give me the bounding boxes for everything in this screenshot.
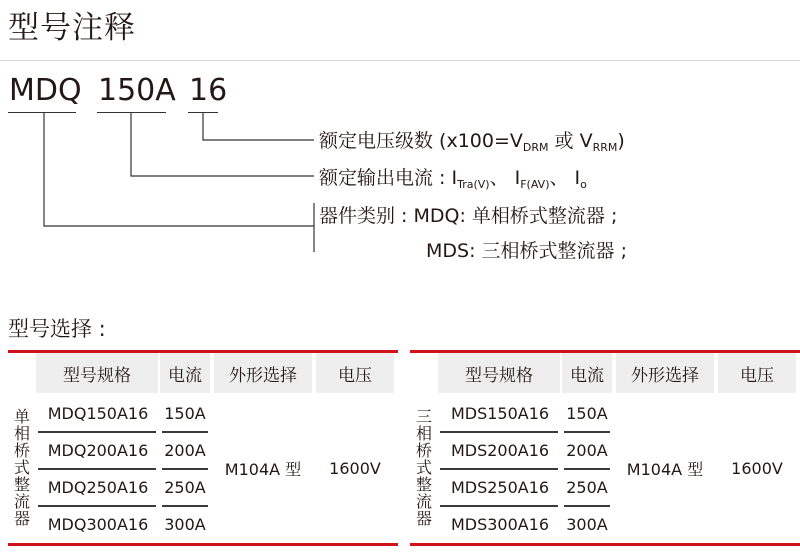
model-code-voltage: 16 bbox=[189, 73, 228, 108]
table-cell-voltage: 1600V bbox=[329, 459, 381, 478]
selection-title: 型号选择 : bbox=[8, 317, 106, 341]
table-cell-model: MDS250A16 bbox=[450, 477, 550, 497]
annotation-category-mdq: 器件类别 : MDQ: 单相桥式整流器 ; bbox=[319, 205, 618, 227]
header-model: 型号规格 bbox=[36, 353, 158, 393]
connector-current bbox=[131, 113, 314, 176]
table-cell-current: 250A bbox=[566, 477, 608, 497]
model-code-series: MDQ bbox=[9, 73, 82, 108]
table-cell-model: MDQ150A16 bbox=[47, 403, 149, 423]
header-package: 外形选择 bbox=[616, 353, 714, 393]
table-cell-voltage: 1600V bbox=[731, 459, 783, 478]
table-cell-model: MDS150A16 bbox=[450, 403, 550, 423]
connector-category bbox=[44, 113, 314, 226]
table-cell-model: MDS300A16 bbox=[450, 514, 550, 534]
table-cell-package: M104A 型 bbox=[224, 460, 302, 479]
table-bottom-bar bbox=[8, 543, 398, 546]
table-cell-current: 300A bbox=[164, 514, 206, 534]
connector-voltage bbox=[203, 113, 314, 140]
table-cell-model: MDQ200A16 bbox=[47, 440, 149, 460]
header-current: 电流 bbox=[160, 353, 210, 393]
annotation-category-mds: MDS: 三相桥式整流器 ; bbox=[426, 240, 627, 262]
table-cell-current: 150A bbox=[566, 403, 608, 423]
table-bottom-bar bbox=[410, 543, 800, 546]
annotation-voltage: 额定电压级数 ($x100=V_{DRM}$ 或 $V_{RRM}$) bbox=[319, 130, 625, 154]
side-label: 三相桥式整流器 bbox=[413, 407, 433, 527]
annotation-current: 额定输出电流 : $I_{Tra(V)}$、 $I_{F(AV)}$、 $I_o$ bbox=[319, 167, 587, 191]
table-single-phase bbox=[8, 350, 398, 546]
side-label: 单相桥式整流器 bbox=[11, 407, 31, 527]
table-cell-model: MDQ300A16 bbox=[47, 514, 149, 534]
header-current: 电流 bbox=[562, 353, 612, 393]
table-cell-model: MDS200A16 bbox=[450, 440, 550, 460]
header-voltage: 电压 bbox=[316, 353, 394, 393]
table-three-phase bbox=[410, 350, 800, 546]
table-cell-current: 250A bbox=[164, 477, 206, 497]
table-cell-current: 200A bbox=[164, 440, 206, 460]
table-cell-current: 200A bbox=[566, 440, 608, 460]
header-model: 型号规格 bbox=[438, 353, 560, 393]
header-package: 外形选择 bbox=[214, 353, 312, 393]
header-voltage: 电压 bbox=[718, 353, 796, 393]
table-cell-current: 150A bbox=[164, 403, 206, 423]
page-title: 型号注释 bbox=[8, 10, 136, 46]
table-cell-package: M104A 型 bbox=[626, 460, 704, 479]
table-cell-current: 300A bbox=[566, 514, 608, 534]
table-cell-model: MDQ250A16 bbox=[47, 477, 149, 497]
model-code-current: 150A bbox=[98, 73, 176, 108]
